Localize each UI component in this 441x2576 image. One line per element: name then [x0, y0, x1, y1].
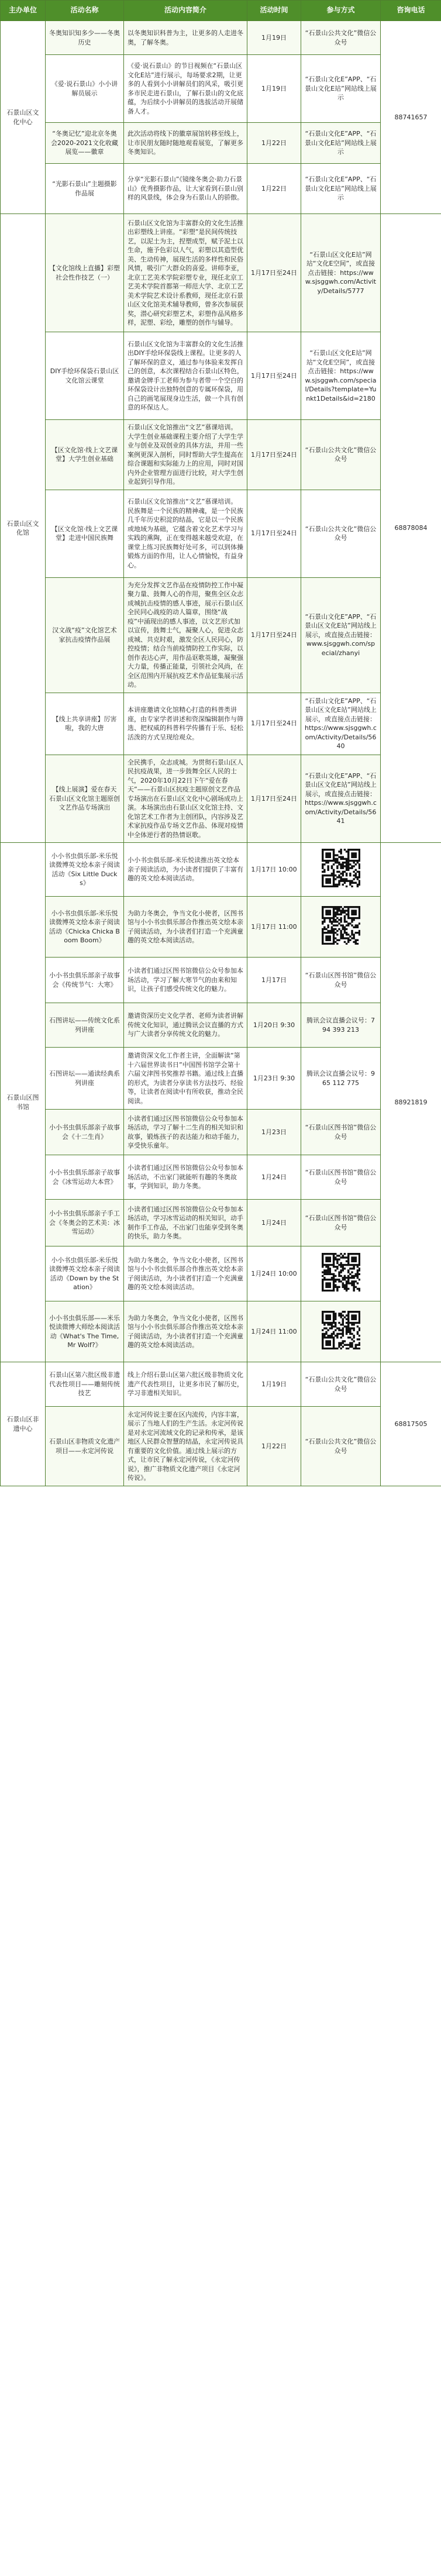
time-cell: 1月24日 11:00 — [247, 1301, 301, 1362]
participation-cell: “石景山区图书馆”微信公众号 — [301, 1110, 381, 1155]
description-cell: 以冬奥知识科普为主，让更多的人走进冬奥，了解冬奥。 — [124, 21, 247, 55]
activity-name-cell: 【线上共享讲座】厉害啦，我的大唐 — [46, 693, 124, 755]
header-phone: 咨询电话 — [381, 1, 441, 21]
table-row — [1, 1200, 441, 1246]
table-row — [1, 693, 441, 755]
activity-name-cell: 石景山区第六批区级非遗代表性项目——雕刻传统技艺 — [46, 1362, 124, 1407]
table-row — [1, 1362, 441, 1407]
description-cell: 为充分发挥文艺作品在疫情防控工作中凝聚力量、鼓舞人心的作用，聚焦全区众志成城抗击疫情的感人事迹，展示石景山区全民同心战疫的动人篇章，围绕“战疫”中涌现出的感人事迹，以文艺形式加以宣传，鼓舞士气，凝聚人心，促进众志成城、共克时艰，激发全区人民同心，防控疫情；结合当前疫情防控工作实际，以创作表达心声，用作品讴歌英雄，凝聚强大力量，传播正能量，引领社会风尚，在全区范围内开展抗疫艺术作品征集展示活动。 — [124, 577, 247, 693]
time-cell: 1月17日至24日 — [247, 755, 301, 843]
phone-cell: 68817505 — [381, 1362, 441, 1486]
activity-name-cell: 小小书虫俱乐部亲子故事会《传统节气：大寒》 — [46, 958, 124, 1003]
description-cell: 石景山区文化馆推出“文艺”慕课培训。民族舞是一个民族的精神魂，是一个民族几千年历史积淀的结晶，它是以一个民族或地域为基础，它蕴含着文化艺术学习与实践的熏陶，正在变得越来越受欢迎，在课堂上练习民族舞好处可多，可以到体操锻炼方面的作用，让人心情愉悦，有益身心。 — [124, 490, 247, 577]
time-cell: 1月23日 9:30 — [247, 1048, 301, 1110]
time-cell: 1月17日 10:00 — [247, 843, 301, 897]
participation-cell: 腾讯会议直播会议号：794 393 213 — [301, 1003, 381, 1048]
activity-name-cell: “冬奥记忆”迎北京冬奥会2020-2021文化收藏展览——徽章 — [46, 123, 124, 164]
time-cell: 1月22日 — [247, 123, 301, 164]
header-participation: 参与方式 — [301, 1, 381, 21]
description-cell: 为助力冬奥会，争当文化小使者，区图书馆与小小书虫俱乐部合作推出英文绘本亲子阅读活动，为小读者们打造一个充满童趣的英文绘本阅读活动。 — [124, 1246, 247, 1301]
header-time: 活动时间 — [247, 1, 301, 21]
description-cell: 分享“光影石景山”《镜缘冬奥会·助力石景山》优秀摄影作品，让大家看到石景山别样的风景线，体会身为石景山人的骄傲。 — [124, 164, 247, 214]
header-organizer: 主办单位 — [1, 1, 46, 21]
table-row — [1, 490, 441, 577]
time-cell: 1月19日 — [247, 21, 301, 55]
time-cell: 1月24日 10:00 — [247, 1246, 301, 1301]
participation-cell: “石景山公共文化”微信公众号 — [301, 1407, 381, 1486]
table-row — [1, 843, 441, 897]
time-cell: 1月22日 — [247, 164, 301, 214]
table-row — [1, 420, 441, 490]
time-cell: 1月17日至24日 — [247, 332, 301, 420]
activity-name-cell: 石图讲坛——通读经典系列讲座 — [46, 1048, 124, 1110]
description-cell: 邀请资深文化工作者主讲，全面解读“第十六届世界读书日”中国图书馆学会第十六届文津图书奖推荐书籍。通过线上直播的形式，为读者分享读书方法技巧、经验等，让读者在阅读中有所收获，推动全民阅读。 — [124, 1048, 247, 1110]
description-cell: 小读者们通过区图书馆微信公众号参加本场活动，学习了解大寒节气的由来和知识，让孩子们感受传统文化的魅力。 — [124, 958, 247, 1003]
phone-cell: 88741657 — [381, 21, 441, 214]
phone-cell: 88921819 — [381, 843, 441, 1362]
activity-name-cell: 汉文战“疫”文化馆艺术家抗击疫情作品展 — [46, 577, 124, 693]
description-cell: 线上介绍石景山区第六批区级非物质文化遗产代表性项目，让更多市民了解历史，学习非遗相关知识。 — [124, 1362, 247, 1407]
description-cell: 石景山区文化馆为丰富群众的文化生活推出彩塑线上讲座。“彩塑”是民间传统技艺，以泥土为主，捏塑成型，赋予泥土以生命，施予色彩以人气，彩塑以其造型优美、生动传神，展现生活的多样性和民俗风情，吸引广大群众的喜爱。讲师李亚，北京工艺美术学院彩塑专业，现任北京工艺美术学院首都第一师范大学、北京工艺美术学院艺术设计系教师，现任北京石景山区文化馆美术辅导教师，曾多次参展获奖，潜心研究彩塑艺术，彩塑作品风格多样，泥塑、彩绘，雕塑的创作与辅导。 — [124, 214, 247, 332]
description-cell: 石景山区文化馆为丰富群众的文化生活推出DIY手绘环保袋线上课程。让更多的人了解环保的意义，通过参与体验来发挥自己的创意，本次课程结合石景山区特色，邀请金牌手工老师为参与者带一个空白的环保袋设计出独特创意的专属环保袋，用自己的画笔展现身边生活，做一个具有创意的环保达人。 — [124, 332, 247, 420]
time-cell: 1月24日 — [247, 1155, 301, 1200]
qr-code-icon[interactable] — [322, 849, 360, 887]
description-cell: 永定河传说主要在区内流传，内容丰富，展示了当地人们的生产生活。永定河传说是对永定河流域文化的记录和传承，是该地区人民群众智慧的结晶，永定河传说具有重要的文化价值。通过线上展示的方式，让市民了解永定河传说，《永定河传说》，推广非物质文化遗产项目《永定河传说》。 — [124, 1407, 247, 1486]
description-cell: 本讲座邀请文化馆精心打造的科普类讲座，由专家学者讲述和资深编辑制作与筛选、把权威的科普科学传播有于乐、轻松活泼的方式呈现给观众。 — [124, 693, 247, 755]
time-cell: 1月17日至24日 — [247, 490, 301, 577]
participation-cell: “石景山文化E”APP、“石景山文化E站”网站线上展示 — [301, 123, 381, 164]
activity-name-cell: 小小书虫俱乐部亲子故事会《十二生肖》 — [46, 1110, 124, 1155]
table-row — [1, 755, 441, 843]
description-cell: 为助力冬奥会，争当文化小使者，区图书馆与小小书虫俱乐部合作推出英文绘本亲子阅读活动，为小读者们打造一个充满童趣的英文绘本阅读活动。 — [124, 897, 247, 958]
table-row — [1, 21, 441, 55]
time-cell: 1月17日至24日 — [247, 577, 301, 693]
activity-name-cell: 冬奥知识知多少——冬奥历史 — [46, 21, 124, 55]
time-cell: 1月17日至24日 — [247, 420, 301, 490]
participation-cell — [301, 843, 381, 897]
qr-code-icon[interactable] — [322, 1253, 360, 1292]
participation-cell: “石景山区文化E站”网站“文化E空间”，或直接点击链接：https://www.sjsggwh.com/special/Details?template=Yunkt1Details&id=2180 — [301, 332, 381, 420]
description-cell: 《爱·说石景山》的节目视频在“石景山区文化E站”进行展示，每场要求2期，让更多的人看到小小讲解员们的风采，吸引更多市民走进石景山，了解石景山的文化底蕴，为后续小小讲解员的选拔活动开展储备人才。 — [124, 55, 247, 123]
participation-cell: “石景山区图书馆”微信公众号 — [301, 1200, 381, 1246]
table-row — [1, 958, 441, 1003]
participation-cell: “石景山文化E”APP、“石景山区文化E站”网站线上展示，或直接点击链接：https://www.sjsggwh.com/Activity/Details/5641 — [301, 755, 381, 843]
participation-cell: 腾讯会议直播会议号：965 112 775 — [301, 1048, 381, 1110]
time-cell: 1月17日至24日 — [247, 214, 301, 332]
activity-name-cell: DIY手绘环保袋石景山区文化馆云课堂 — [46, 332, 124, 420]
activity-name-cell: 小小书虫俱乐部——米乐悦读微博大师绘本阅读活动《What's The Time,Mr Wolf?》 — [46, 1301, 124, 1362]
description-cell: 小读者们通过区图书馆微信公众号参加本场活动，学习冰雪运动的相关知识，动手制作手工作品，不出家门也能享受到冬奥的快乐，助力冬奥。 — [124, 1200, 247, 1246]
table-row — [1, 1246, 441, 1301]
description-cell: 全民携手，众志成城。为贯彻石景山区人民抗疫战果，进一步鼓舞全区人民的士气，2020年10月22日下午“爱在春天”——石景山区抗疫主题原创文艺作品专场演出在石景山区文化中心剧场成功上演。本场演出由石景山区文化馆主持、文化馆艺术工作者为主创团队，内容涉及艺术家抗疫作品专场文艺作品、体现对疫情中全体逆行者的热情讴歌。 — [124, 755, 247, 843]
qr-code-icon[interactable] — [322, 1311, 360, 1349]
activity-name-cell: 【区文化馆·线上文艺课堂】走进中国民族舞 — [46, 490, 124, 577]
activity-name-cell: 石景山区非物质文化遗产项目——永定河传说 — [46, 1407, 124, 1486]
activity-name-cell: 石图讲坛——传统文化系列讲座 — [46, 1003, 124, 1048]
participation-cell — [301, 1301, 381, 1362]
organizer-cell: 石景山区非遗中心 — [1, 1362, 46, 1486]
table-body — [1, 21, 441, 1486]
table-row — [1, 1003, 441, 1048]
activity-name-cell: 小小书虫俱乐部亲子手工会《冬奥会的艺术美：冰雪运动》 — [46, 1200, 124, 1246]
table-row — [1, 1301, 441, 1362]
participation-cell: “石景山区图书馆”微信公众号 — [301, 958, 381, 1003]
activity-name-cell: 【区文化馆·线上文艺课堂】大学生创业基础 — [46, 420, 124, 490]
participation-cell — [301, 897, 381, 958]
table-row — [1, 332, 441, 420]
time-cell: 1月24日 — [247, 1200, 301, 1246]
time-cell: 1月22日 — [247, 1407, 301, 1486]
participation-cell: “石景山文化E”APP、“石景山文化E站”网站线上展示 — [301, 55, 381, 123]
organizer-cell: 石景山区文化中心 — [1, 21, 46, 214]
table-row — [1, 164, 441, 214]
participation-cell: “石景山区图书馆”微信公众号 — [301, 1155, 381, 1200]
activity-name-cell: “光影石景山”主题摄影作品展 — [46, 164, 124, 214]
description-cell: 小读者们通过区图书馆微信公众号参加本场活动，学习了解十二生肖的相关知识和故事，锻炼孩子的表达能力和动手能力，享受快乐童年。 — [124, 1110, 247, 1155]
participation-cell: “石景山公共文化”微信公众号 — [301, 420, 381, 490]
description-cell: 为助力冬奥会，争当文化小使者，区图书馆与小小书虫俱乐部合作推出英文绘本亲子阅读活动，为小读者们打造一个充满童趣的英文绘本阅读活动。 — [124, 1301, 247, 1362]
organizer-cell: 石景山区图书馆 — [1, 843, 46, 1362]
participation-cell: “石景山文化E”APP、“石景山区文化E站”网站线上展示，或直接点击链接：www.sjsggwh.com/special/zhanyi — [301, 577, 381, 693]
description-cell: 石景山区文化馆推出“文艺”慕课培训。大学生创业基础课程主要介绍了大学生学业与创业及双创业的具体方法，并用一些案例更深入剖析，同时帮助大学生提高在综合课题和实际能力上的应用，同时对国内外企业管理方面进行比较，对大学生创业起到引导作用。 — [124, 420, 247, 490]
table-row — [1, 1110, 441, 1155]
header-description: 活动内容简介 — [124, 1, 247, 21]
description-cell: 此次活动将线下的徽章展馆转移至线上，让市民朋友随时随地观看展览，了解更多冬奥知识。 — [124, 123, 247, 164]
table-row — [1, 214, 441, 332]
table-header-row — [1, 1, 441, 21]
participation-cell: “石景山公共文化”微信公众号 — [301, 21, 381, 55]
activity-name-cell: 小小书虫俱乐部亲子故事会《冰雪运动大本营》 — [46, 1155, 124, 1200]
activity-name-cell: 《爱·说石景山》小小讲解员展示 — [46, 55, 124, 123]
organizer-cell: 石景山区文化馆 — [1, 214, 46, 843]
phone-cell: 68878084 — [381, 214, 441, 843]
description-cell: 小读者们通过区图书馆微信公众号参加本场活动，不出家门就能听有趣的冬奥故事，学到知识，助力冬奥。 — [124, 1155, 247, 1200]
description-cell: 小小书虫俱乐部-米乐悦读推出英文绘本亲子阅读活动，为小读者们提供了丰富有趣的英文绘本阅读活动。 — [124, 843, 247, 897]
time-cell: 1月23日 — [247, 1110, 301, 1155]
participation-cell: “石景山公共文化”微信公众号 — [301, 1362, 381, 1407]
description-cell: 邀请资深历史文化学者、老师为读者讲解传统文化知识，通过腾讯会议直播的方式与广大读者分享传统文化的魅力。 — [124, 1003, 247, 1048]
activity-name-cell: 【线上展演】爱在春天 石景山区文化馆主题原创文艺作品专场演出 — [46, 755, 124, 843]
qr-code-icon[interactable] — [322, 906, 360, 945]
table-row — [1, 1407, 441, 1486]
activity-name-cell: 【文化馆线上直播】彩塑社会性作技艺（一） — [46, 214, 124, 332]
activity-name-cell: 小小书虫俱乐部-米乐悦读微博英文绘本亲子阅读活动《Chicka Chicka Boom Boom》 — [46, 897, 124, 958]
participation-cell: “石景山区文化E站”网站“文化E空间”，或直接点击链接：https://www.sjsggwh.com/Activity/Details/5777 — [301, 214, 381, 332]
time-cell: 1月20日 9:30 — [247, 1003, 301, 1048]
header-activity-name: 活动名称 — [46, 1, 124, 21]
table-row — [1, 1048, 441, 1110]
table-row — [1, 55, 441, 123]
time-cell: 1月17日至24日 — [247, 693, 301, 755]
table-row — [1, 123, 441, 164]
activity-name-cell: 小小书虫俱乐部-米乐悦读微博英文绘本亲子阅读活动《Six Little Ducks》 — [46, 843, 124, 897]
time-cell: 1月17日 — [247, 958, 301, 1003]
activity-name-cell: 小小书虫俱乐部-米乐悦读微博英文绘本亲子阅读活动《Down by the Station》 — [46, 1246, 124, 1301]
table-row — [1, 897, 441, 958]
time-cell: 1月19日 — [247, 1362, 301, 1407]
time-cell: 1月19日 — [247, 55, 301, 123]
table-row — [1, 1155, 441, 1200]
time-cell: 1月17日 11:00 — [247, 897, 301, 958]
participation-cell: “石景山文化E”APP、“石景山文化E站”网站线上展示 — [301, 164, 381, 214]
participation-cell: “石景山公共文化”微信公众号 — [301, 490, 381, 577]
table-row — [1, 577, 441, 693]
participation-cell: “石景山文化E”APP、“石景山区文化E站”网站线上展示，或直接点击链接：https://www.sjsggwh.com/Activity/Details/5640 — [301, 693, 381, 755]
participation-cell — [301, 1246, 381, 1301]
